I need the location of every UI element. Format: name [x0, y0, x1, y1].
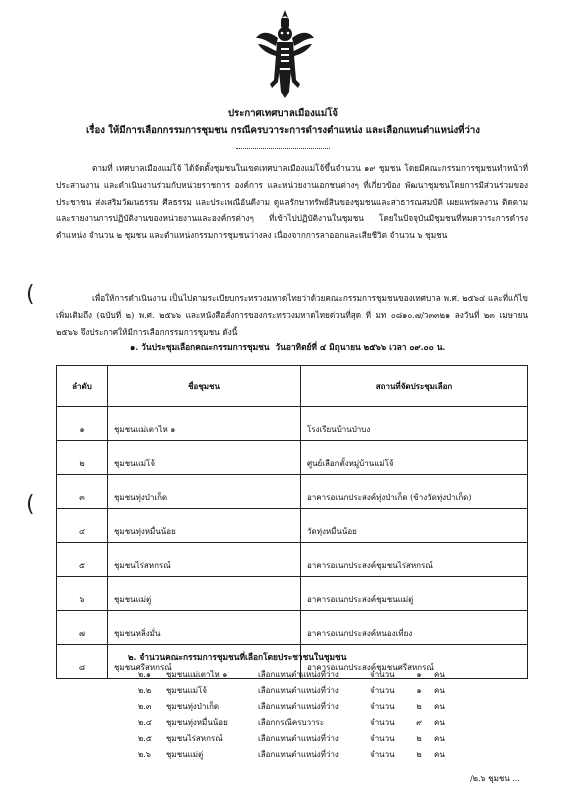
community-name: ชุมชนแม่ตู่ — [166, 749, 204, 759]
venue: อาคารอเนกประสงค์หนองเที่ยง — [301, 611, 528, 645]
section-1-label: ๑. วันประชุมเลือกคณะกรรมการชุมชน — [130, 342, 270, 352]
count-unit: คน — [434, 717, 445, 727]
continuation-note: /๒.๖ ชุมชน ... — [470, 774, 520, 783]
selection-type: เลือกกรณีครบวาระ — [258, 717, 325, 727]
count-unit: คน — [434, 749, 445, 759]
meeting-locations-table — [56, 365, 528, 679]
count-value: ๒ — [416, 701, 422, 711]
venue: วัดทุ่งหมื่นน้อย — [301, 509, 528, 543]
announcement-subject: เรื่อง ให้มีการเลือกกรรมการชุมชน กรณีครบวาระการดำรงตำแหน่ง และเลือกแทนตำแหน่งที่ว่าง — [86, 125, 480, 136]
count-unit: คน — [434, 701, 445, 711]
selection-type: เลือกแทนตำแหน่งที่ว่าง — [258, 669, 339, 679]
community-name: ชุมชนไร่สหกรณ์ — [108, 543, 301, 577]
community-name: ชุมชนทุ่งป่าเก็ด — [108, 475, 301, 509]
item-number: ๒.๔ — [138, 717, 152, 727]
row-number: ๑ — [57, 407, 108, 441]
count-value: ๒ — [416, 749, 422, 759]
count-label: จำนวน — [370, 733, 395, 743]
garuda-emblem-icon — [254, 8, 316, 100]
list-item — [138, 666, 518, 682]
count-unit: คน — [434, 685, 445, 695]
table-row — [57, 577, 528, 611]
section-1-date: วันอาทิตย์ที่ ๔ มิถุนายน ๒๕๖๖ เวลา ๐๙.๐๐ น. — [275, 342, 446, 352]
row-number: ๒ — [57, 441, 108, 475]
community-name: ชุมชนแม่โจ้ — [108, 441, 301, 475]
count-label: จำนวน — [370, 701, 395, 711]
community-name: ชุมชนแม่เตาไห ๑ — [108, 407, 301, 441]
item-number: ๒.๑ — [138, 669, 151, 679]
section-1-heading — [130, 340, 530, 354]
announcement-title: ประกาศเทศบาลเมืองแม่โจ้ — [227, 108, 339, 119]
paragraph-1: ตามที่ เทศบาลเมืองแม่โจ้ ได้จัดตั้งชุมชนในเขตเทศบาลเมืองแม่โจ้ขึ้นจำนวน ๑๙ ชุมชน โดยมีคณะกรรมการชุมชนทำหน้าที่ ประสานงาน และดำเนินงานร่วมกับหน่วยราชการ องค์การ และหน่วยงานเอกชนต่างๆ ที่เกี่ยวข้อง พัฒนาชุมชนโดยการมีส่วนร่วมของประชาชน ส่งเสริมวัฒนธรรม ศีลธรรม และประเพณีอันดีงาม ดูแลรักษาทรัพย์สินของชุมชนและสาธารณสมบัติ เผยแพร่ผลงาน ติดตาม และรายงานการปฏิบัติงานของหน่วยงานและองค์กรต่างๆ ที่เข้าไปปฏิบัติงานในชุมชน โดยในปัจจุบันมีชุมชนที่หมดวาระการดำรงตำแหน่ง จำนวน ๒ ชุมชน และตำแหน่งกรรมการชุมชนว่างลง เนื่องจากการลาออกและเสียชีวิต จำนวน ๖ ชุมชน — [56, 163, 528, 241]
community-name: ชุมชนศรีสหกรณ์ — [108, 645, 301, 679]
table-row — [57, 509, 528, 543]
count-value: ๑ — [416, 669, 422, 679]
community-name: ชุมชนทุ่งป่าเก็ด — [166, 701, 220, 711]
item-number: ๒.๓ — [138, 701, 152, 711]
venue: อาคารอเนกประสงค์ทุ่งป่าเก็ด (ข้างวัดทุ่งป่าเก็ด) — [301, 475, 528, 509]
row-number: ๘ — [57, 645, 108, 679]
row-number: ๗ — [57, 611, 108, 645]
table-row — [57, 611, 528, 645]
column-header-no: ลำดับ — [57, 366, 108, 407]
table-row — [57, 475, 528, 509]
list-item — [138, 698, 518, 714]
venue: อาคารอเนกประสงค์ชุมชนศรีสหกรณ์ — [301, 645, 528, 679]
row-number: ๕ — [57, 543, 108, 577]
community-name: ชุมชนหลิ่งมั่น — [108, 611, 301, 645]
community-name: ชุมชนไร่สหกรณ์ — [166, 733, 223, 743]
community-name: ชุมชนแม่เตาไห ๑ — [166, 669, 228, 679]
punch-hole-icon: ( — [26, 492, 35, 517]
list-item — [138, 682, 518, 698]
list-item — [138, 714, 518, 730]
count-value: ๒ — [416, 733, 422, 743]
item-number: ๒.๕ — [138, 733, 152, 743]
venue: โรงเรียนบ้านป่าบง — [301, 407, 528, 441]
count-unit: คน — [434, 669, 445, 679]
item-number: ๒.๒ — [138, 685, 152, 695]
table-row — [57, 543, 528, 577]
count-label: จำนวน — [370, 749, 395, 759]
punch-hole-icon: ( — [26, 282, 35, 307]
row-number: ๖ — [57, 577, 108, 611]
selection-type: เลือกแทนตำแหน่งที่ว่าง — [258, 701, 339, 711]
community-name: ชุมชนทุ่งหมื่นน้อย — [108, 509, 301, 543]
venue: ศูนย์เลือกตั้งหมู่บ้านแม่โจ้ — [301, 441, 528, 475]
list-item — [138, 730, 518, 746]
community-name: ชุมชนทุ่งหมื่นน้อย — [166, 717, 228, 727]
paragraph-2: เพื่อให้การดำเนินงาน เป็นไปตามระเบียบกระทรวงมหาดไทยว่าด้วยคณะกรรมการชุมชนของเทศบาล พ.ศ. ๒๕๖๔ และที่แก้ไขเพิ่มเติมถึง (ฉบับที่ ๒) พ.ศ. ๒๕๖๖ และหนังสือสั่งการของกระทรวงมหาดไทยด่วนที่สุด ที่ มท ๐๘๑๐.๗/ว๓๓๒๑ ลงวันที่ ๒๓ เมษายน ๒๕๖๖ จึงประกาศให้มีการเลือกกรรมการชุมชน ดังนี้ — [56, 293, 528, 337]
selection-type: เลือกแทนตำแหน่งที่ว่าง — [258, 733, 339, 743]
row-number: ๔ — [57, 509, 108, 543]
committee-count-list — [138, 666, 518, 762]
row-number: ๓ — [57, 475, 108, 509]
divider — [236, 148, 330, 149]
column-header-venue: สถานที่จัดประชุมเลือก — [301, 366, 528, 407]
count-label: จำนวน — [370, 717, 395, 727]
selection-type: เลือกแทนตำแหน่งที่ว่าง — [258, 749, 339, 759]
column-header-community: ชื่อชุมชน — [108, 366, 301, 407]
table-row — [57, 441, 528, 475]
section-2-heading: ๒. จำนวนคณะกรรมการชุมชนที่เลือกโดยประชาชนในชุมชน — [128, 652, 347, 662]
count-unit: คน — [434, 733, 445, 743]
count-label: จำนวน — [370, 685, 395, 695]
count-value: ๑ — [416, 685, 422, 695]
community-name: ชุมชนแม่โจ้ — [166, 685, 208, 695]
item-number: ๒.๖ — [138, 749, 151, 759]
list-item — [138, 746, 518, 762]
selection-type: เลือกแทนตำแหน่งที่ว่าง — [258, 685, 339, 695]
table-row — [57, 407, 528, 441]
venue: อาคารอเนกประสงค์ชุมชนแม่ตู่ — [301, 577, 528, 611]
count-value: ๙ — [416, 717, 422, 727]
count-label: จำนวน — [370, 669, 395, 679]
table-header-row — [57, 366, 528, 407]
community-name: ชุมชนแม่ตู่ — [108, 577, 301, 611]
venue: อาคารอเนกประสงค์ชุมชนไร่สหกรณ์ — [301, 543, 528, 577]
